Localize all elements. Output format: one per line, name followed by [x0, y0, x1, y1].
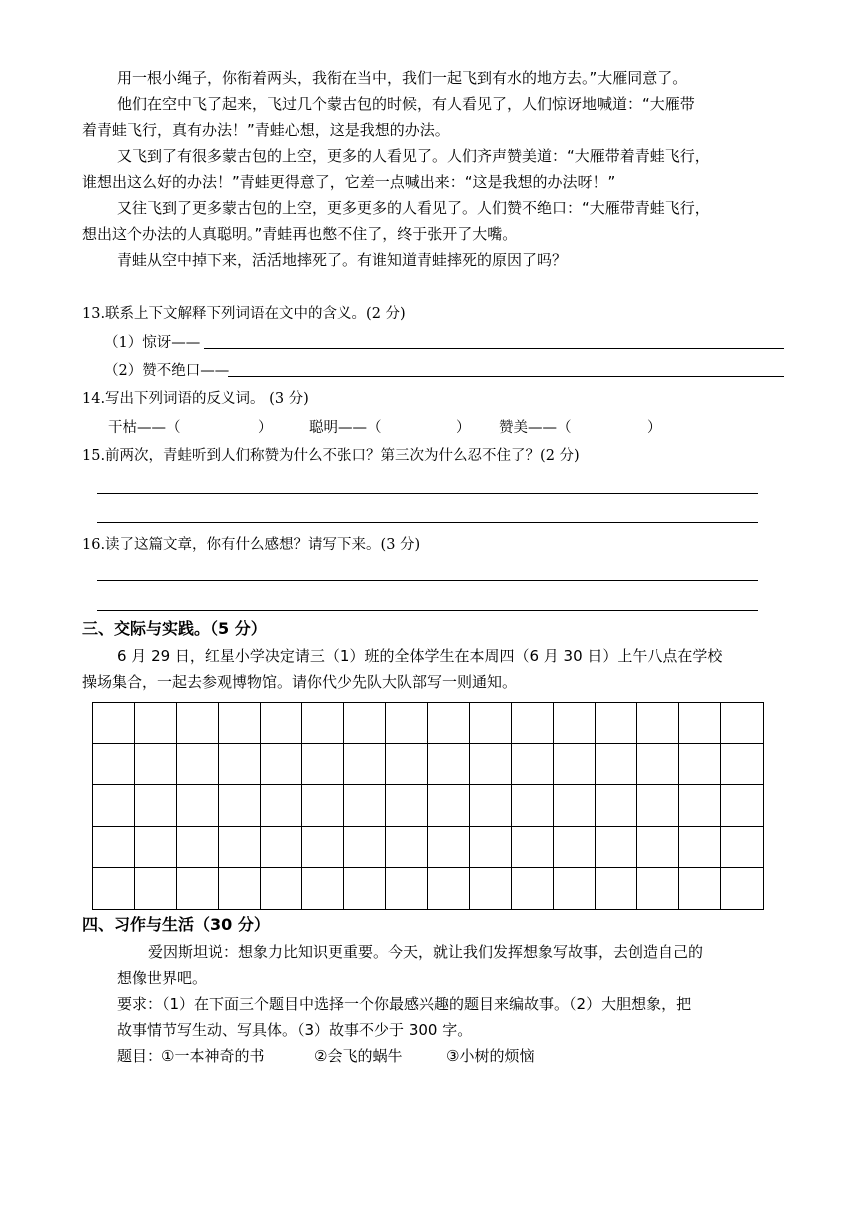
story-line-7: 想出这个办法的人真聪明。”青蛙再也憋不住了，终于张开了大嘴。 — [82, 225, 518, 243]
grid-cell[interactable] — [596, 785, 638, 826]
grid-cell[interactable] — [512, 868, 554, 909]
answer-line-13-2[interactable] — [228, 376, 784, 377]
grid-cell[interactable] — [554, 868, 596, 909]
section-4-requirements-line-2: 故事情节写生动、写具体。（3）故事不少于 300 字。 — [117, 1021, 473, 1039]
grid-cell[interactable] — [554, 827, 596, 868]
grid-cell[interactable] — [637, 868, 679, 909]
grid-cell[interactable] — [596, 703, 638, 744]
grid-cell[interactable] — [177, 868, 219, 909]
grid-cell[interactable] — [261, 703, 303, 744]
grid-cell[interactable] — [679, 785, 721, 826]
answer-line-15-1[interactable] — [97, 493, 758, 494]
grid-cell[interactable] — [93, 868, 135, 909]
story-line-4: 又飞到了有很多蒙古包的上空，更多的人看见了。人们齐声赞美道：“大雁带着青蛙飞行， — [117, 147, 710, 165]
grid-cell[interactable] — [428, 703, 470, 744]
story-line-1: 用一根小绳子，你衔着两头，我衔在当中，我们一起飞到有水的地方去。”大雁同意了。 — [117, 69, 688, 87]
grid-cell[interactable] — [135, 785, 177, 826]
grid-cell[interactable] — [679, 868, 721, 909]
grid-cell[interactable] — [344, 703, 386, 744]
antonym-item-3-close: ） — [647, 420, 662, 436]
question-13-item-2: （2）赞不绝口—— — [104, 363, 230, 379]
grid-cell[interactable] — [93, 744, 135, 785]
grid-cell[interactable] — [261, 744, 303, 785]
section-4-intro-line-1: 爱因斯坦说：想象力比知识更重要。今天，就让我们发挥想象写故事，去创造自己的 — [148, 943, 704, 961]
grid-cell[interactable] — [554, 785, 596, 826]
grid-cell[interactable] — [219, 827, 261, 868]
answer-line-15-2[interactable] — [97, 522, 758, 523]
grid-cell[interactable] — [93, 827, 135, 868]
grid-cell[interactable] — [512, 744, 554, 785]
antonym-item-2: 聪明——（ — [309, 420, 382, 436]
grid-cell[interactable] — [344, 868, 386, 909]
grid-cell[interactable] — [135, 703, 177, 744]
grid-cell[interactable] — [386, 703, 428, 744]
grid-cell[interactable] — [470, 827, 512, 868]
grid-cell[interactable] — [386, 785, 428, 826]
answer-line-16-2[interactable] — [97, 610, 758, 611]
section-4-topics-label: 题目： — [117, 1047, 163, 1065]
grid-cell[interactable] — [596, 744, 638, 785]
grid-cell[interactable] — [177, 785, 219, 826]
grid-cell[interactable] — [302, 744, 344, 785]
story-line-3: 着青蛙飞行，真有办法！”青蛙心想，这是我想的办法。 — [82, 121, 450, 139]
grid-cell[interactable] — [386, 744, 428, 785]
grid-cell[interactable] — [93, 703, 135, 744]
grid-cell[interactable] — [554, 744, 596, 785]
grid-cell[interactable] — [679, 703, 721, 744]
grid-cell[interactable] — [344, 785, 386, 826]
grid-cell[interactable] — [219, 868, 261, 909]
grid-cell[interactable] — [302, 703, 344, 744]
grid-cell[interactable] — [721, 703, 763, 744]
antonym-item-1: 干枯——（ — [108, 420, 181, 436]
grid-cell[interactable] — [386, 827, 428, 868]
grid-cell[interactable] — [554, 703, 596, 744]
writing-grid[interactable] — [92, 702, 764, 910]
story-line-6: 又往飞到了更多蒙古包的上空，更多更多的人看见了。人们赞不绝口：“大雁带青蛙飞行， — [117, 199, 710, 217]
grid-cell[interactable] — [596, 827, 638, 868]
grid-cell[interactable] — [470, 744, 512, 785]
grid-cell[interactable] — [679, 827, 721, 868]
answer-line-16-1[interactable] — [97, 580, 758, 581]
grid-cell[interactable] — [512, 703, 554, 744]
answer-line-13-1[interactable] — [204, 348, 784, 349]
grid-cell[interactable] — [637, 744, 679, 785]
grid-cell[interactable] — [219, 785, 261, 826]
question-14-title: 14.写出下列词语的反义词。 (3 分) — [82, 391, 309, 407]
antonym-item-3: 赞美——（ — [499, 420, 572, 436]
grid-cell[interactable] — [177, 744, 219, 785]
antonym-item-2-close: ） — [456, 420, 471, 436]
grid-cell[interactable] — [135, 827, 177, 868]
grid-cell[interactable] — [135, 744, 177, 785]
grid-cell[interactable] — [470, 785, 512, 826]
grid-cell[interactable] — [302, 827, 344, 868]
grid-cell[interactable] — [302, 785, 344, 826]
grid-cell[interactable] — [428, 785, 470, 826]
grid-cell[interactable] — [721, 744, 763, 785]
grid-cell[interactable] — [512, 785, 554, 826]
section-3-heading: 三、交际与实践。（5 分） — [82, 619, 267, 638]
grid-cell[interactable] — [219, 703, 261, 744]
grid-cell[interactable] — [177, 703, 219, 744]
section-4-intro-line-2: 想像世界吧。 — [117, 969, 208, 987]
grid-cell[interactable] — [344, 827, 386, 868]
grid-cell[interactable] — [596, 868, 638, 909]
grid-cell[interactable] — [428, 827, 470, 868]
question-16-title: 16.读了这篇文章，你有什么感想？请写下来。(3 分) — [82, 537, 421, 553]
grid-cell[interactable] — [428, 744, 470, 785]
grid-cell[interactable] — [261, 785, 303, 826]
grid-cell[interactable] — [470, 868, 512, 909]
grid-cell[interactable] — [93, 785, 135, 826]
grid-cell[interactable] — [177, 827, 219, 868]
grid-cell[interactable] — [261, 827, 303, 868]
grid-cell[interactable] — [428, 868, 470, 909]
grid-cell[interactable] — [637, 703, 679, 744]
grid-cell[interactable] — [344, 744, 386, 785]
grid-cell[interactable] — [637, 827, 679, 868]
topic-2: ②会飞的蜗牛 — [314, 1047, 403, 1065]
section-4-heading: 四、习作与生活（30 分） — [82, 915, 270, 934]
grid-cell[interactable] — [302, 868, 344, 909]
antonym-item-1-close: ） — [258, 420, 273, 436]
question-15-title: 15.前两次，青蛙听到人们称赞为什么不张口？第三次为什么忍不住了？(2 分) — [82, 448, 580, 464]
grid-cell[interactable] — [261, 868, 303, 909]
story-line-8: 青蛙从空中掉下来，活活地摔死了。有谁知道青蛙摔死的原因了吗？ — [117, 251, 568, 269]
grid-cell[interactable] — [721, 868, 763, 909]
grid-cell[interactable] — [637, 785, 679, 826]
story-line-2: 他们在空中飞了起来，飞过几个蒙古包的时候，有人看见了，人们惊讶地喊道：“大雁带 — [117, 95, 695, 113]
grid-cell[interactable] — [679, 744, 721, 785]
section-3-prompt-line-2: 操场集合，一起去参观博物馆。请你代少先队大队部写一则通知。 — [82, 673, 518, 691]
topic-3: ③小树的烦恼 — [446, 1047, 535, 1065]
story-line-5: 谁想出这么好的办法！”青蛙更得意了，它差一点喊出来：“这是我想的办法呀！” — [82, 173, 616, 191]
grid-cell[interactable] — [721, 827, 763, 868]
grid-cell[interactable] — [512, 827, 554, 868]
topic-1: ①一本神奇的书 — [161, 1047, 265, 1065]
grid-cell[interactable] — [386, 868, 428, 909]
grid-cell[interactable] — [721, 785, 763, 826]
grid-cell[interactable] — [135, 868, 177, 909]
question-13-item-1: （1）惊讶—— — [104, 335, 201, 351]
grid-cell[interactable] — [470, 703, 512, 744]
section-3-prompt-line-1: 6 月 29 日，红星小学决定请三（1）班的全体学生在本周四（6 月 30 日）上午八点在学校 — [117, 647, 723, 665]
question-13-title: 13.联系上下文解释下列词语在文中的含义。(2 分) — [82, 306, 406, 322]
section-4-requirements-line-1: 要求：（1）在下面三个题目中选择一个你最感兴趣的题目来编故事。（2）大胆想象，把 — [117, 995, 692, 1013]
grid-cell[interactable] — [219, 744, 261, 785]
